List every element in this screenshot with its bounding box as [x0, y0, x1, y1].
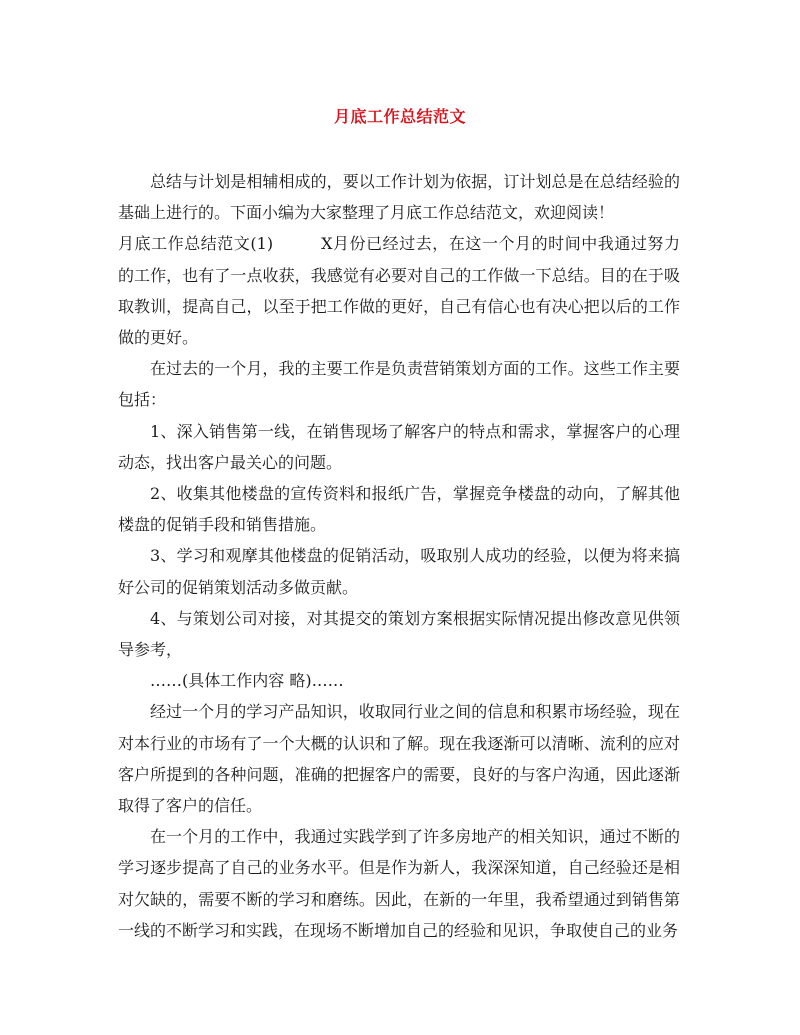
list-item-4: 4、与策划公司对接，对其提交的策划方案根据实际情况提出修改意见供领导参考，	[118, 608, 680, 660]
intro-paragraph: 总结与计划是相辅相成的，要以工作计划为依据，订计划总是在总结经验的基础上进行的。下面小编为大家整理了月底工作总结范文，欢迎阅读！	[118, 172, 680, 223]
section-opening-text: X月份已经过去，在这一个月的时间中我通过努力的工作，也有了一点收获，我感觉有必要对自己的工作做一下总结。目的在于吸取教训，提高自己，以至于把工作做的更好，自己有信心也有决心把以后的工作做的更好。	[118, 234, 680, 348]
section-paragraph	[118, 228, 680, 353]
list-item-3: 3、学习和观摩其他楼盘的促销活动，吸取别人成功的经验，以便为将来搞好公司的促销策划活动多做贡献。	[118, 546, 680, 597]
document-body	[118, 166, 680, 946]
omitted-note: ……(具体工作内容 略)……	[150, 671, 344, 691]
list-item-1: 1、深入销售第一线，在销售现场了解客户的特点和需求，掌握客户的心理动态，找出客户最关心的问题。	[118, 421, 680, 472]
list-item-2: 2、收集其他楼盘的宣传资料和报纸广告，掌握竞争楼盘的动向，了解其他楼盘的促销手段和销售措施。	[118, 484, 680, 535]
document-title: 月底工作总结范文	[333, 107, 466, 126]
section-heading: 月底工作总结范文(1)	[118, 234, 274, 254]
growth-paragraph: 在一个月的工作中，我通过实践学到了许多房地产的相关知识，通过不断的学习逐步提高了自己的业务水平。但是作为新人，我深深知道，自己经验还是相对欠缺的，需要不断的学习和磨练。因此，在新的一年里，我希望通过到销售第一线的不断学习和实践，在现场不断增加自己的经验和见识，争取使自己的业务	[118, 827, 680, 940]
main-work-paragraph: 在过去的一个月，我的主要工作是负责营销策划方面的工作。这些工作主要包括：	[118, 359, 680, 410]
learning-paragraph: 经过一个月的学习产品知识，收取同行业之间的信息和积累市场经验，现在对本行业的市场有了一个大概的认识和了解。现在我逐渐可以清晰、流利的应对客户所提到的各种问题，准确的把握客户的需要，良好的与客户沟通，因此逐渐取得了客户的信任。	[118, 702, 680, 816]
